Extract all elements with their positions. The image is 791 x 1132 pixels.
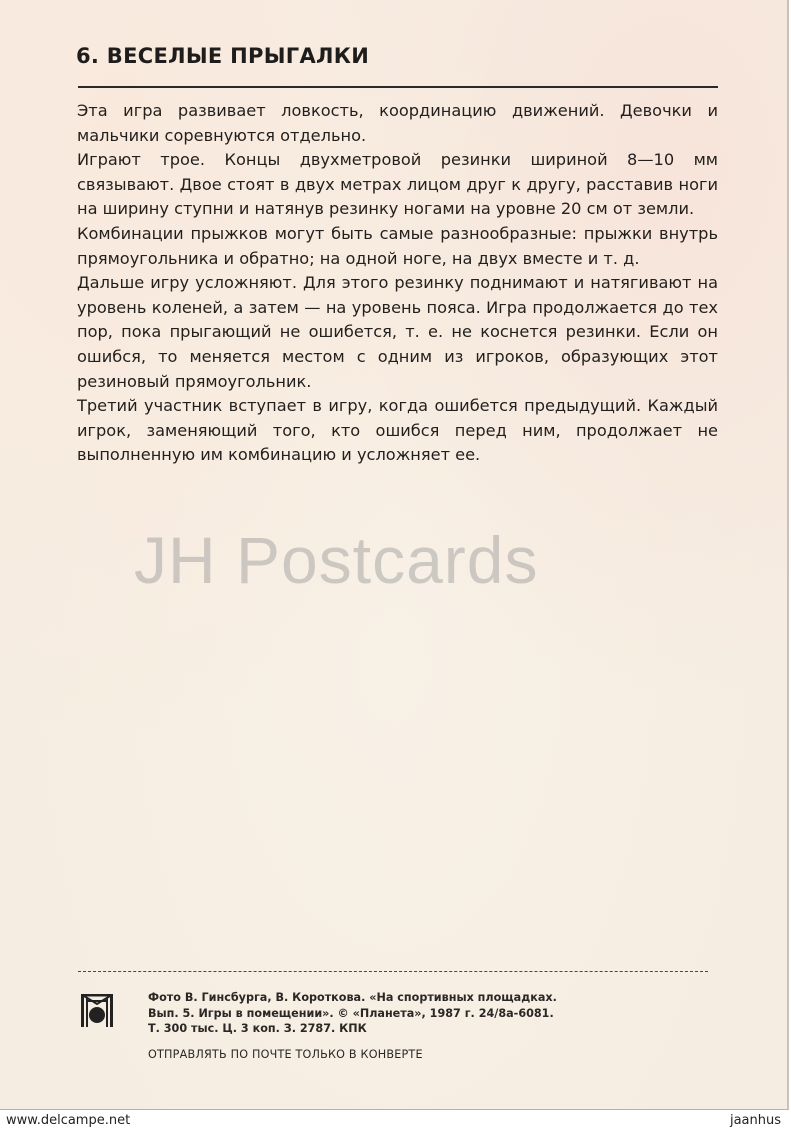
- source-site-credit: www.delcampe.net: [6, 1113, 131, 1128]
- page-title: 6. ВЕСЕЛЫЕ ПРЫГАЛКИ: [76, 44, 370, 68]
- imprint: [148, 990, 557, 1037]
- imprint-line: Т. 300 тыс. Ц. 3 коп. З. 2787. КПК: [148, 1022, 367, 1035]
- paragraph: Эта игра развивает ловкость, координацию движений. Девочки и мальчики соревнуются отдельно.: [77, 101, 718, 145]
- publisher-logo-icon: [80, 992, 114, 1028]
- title-divider: [78, 86, 718, 88]
- footer-divider: [78, 971, 708, 972]
- watermark: JH Postcards: [134, 523, 539, 597]
- paragraph: Дальше игру усложняют. Для этого резинку поднимают и натягивают на уровень коленей, а затем — на уровень пояса. Игра продолжается до тех пор, пока прыгающий не ошибется, т. е. не коснется резинки. Если он ошибся, то меняется местом с одним из игроков, образующих этот резиновый прямоугольник.: [77, 273, 718, 391]
- imprint-line: Фото В. Гинсбурга, В. Короткова. «На спортивных площадках.: [148, 991, 557, 1004]
- paragraph: Комбинации прыжков могут быть самые разнообразные: прыжки внутрь прямоугольника и обратно; на одной ноге, на двух вместе и т. д.: [77, 223, 718, 268]
- mail-instruction: ОТПРАВЛЯТЬ ПО ПОЧТЕ ТОЛЬКО В КОНВЕРТЕ: [148, 1048, 423, 1061]
- paragraph: Играют трое. Концы двухметровой резинки шириной 8—10 мм связывают. Двое стоят в двух метрах лицом друг к другу, расставив ноги на ширину ступни и натянув резинку ногами на уровне 20 см от земли.: [77, 150, 718, 219]
- game-description: [77, 99, 718, 468]
- imprint-line: Вып. 5. Игры в помещении». © «Планета», 1987 г. 24/8а-6081.: [148, 1006, 554, 1020]
- seller-credit: jaanhus: [729, 1113, 781, 1128]
- paragraph: Третий участник вступает в игру, когда ошибется предыдущий. Каждый игрок, заменяющий того, кто ошибся перед ним, продолжает не выполненную им комбинацию и усложняет ее.: [77, 396, 718, 465]
